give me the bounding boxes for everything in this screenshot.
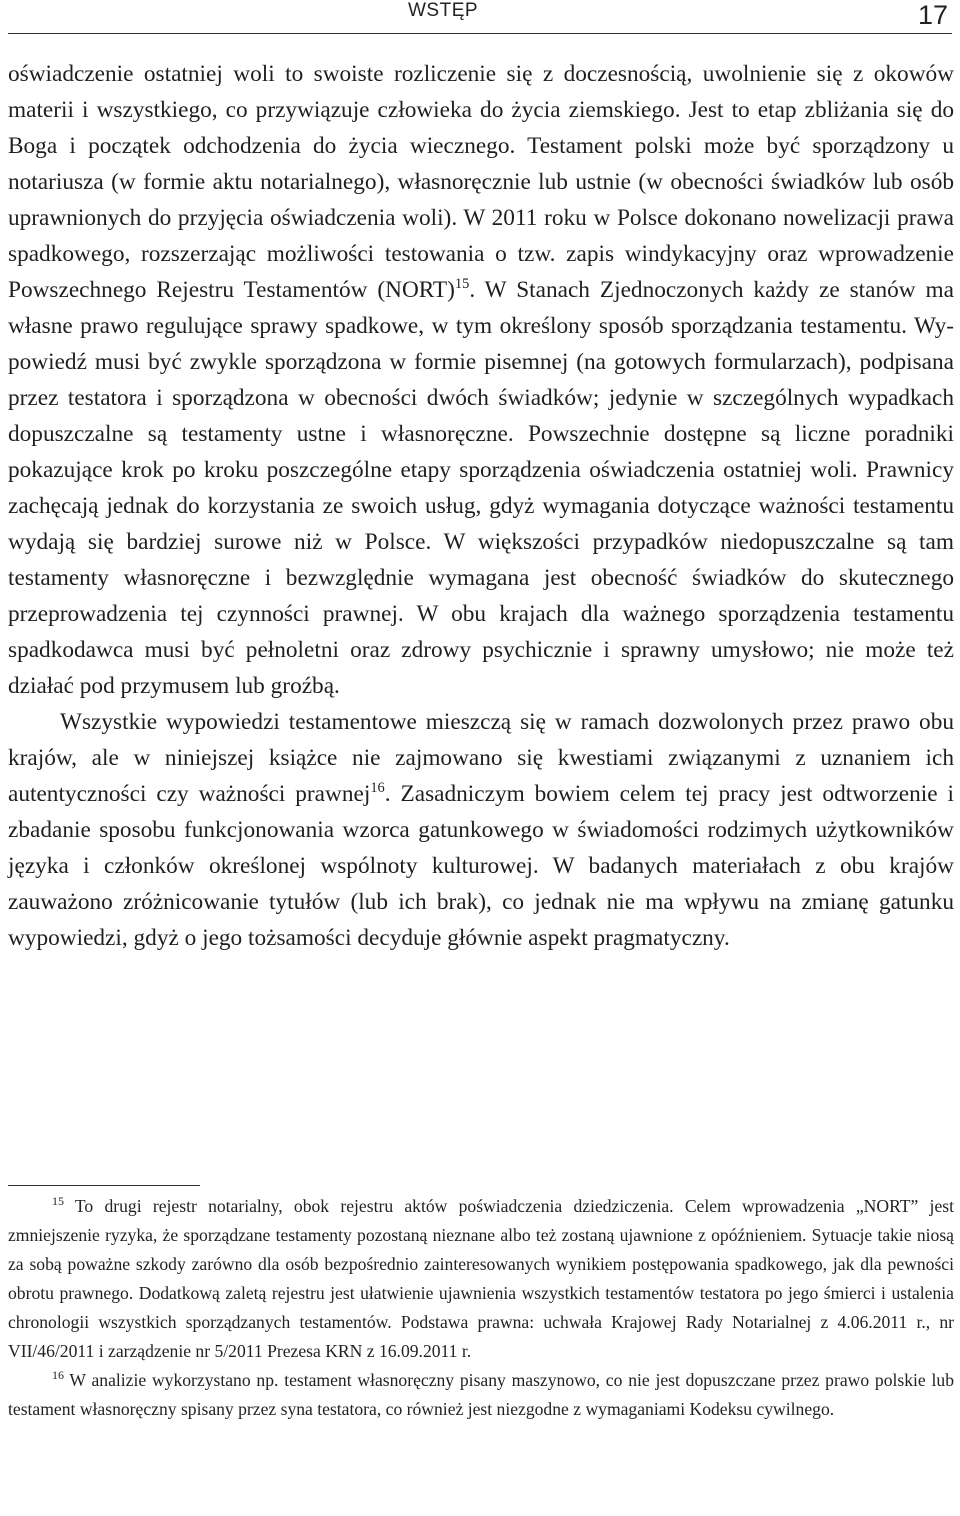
footnote-ref-16[interactable]: 16 [370, 779, 385, 796]
footnotes [8, 1192, 954, 1424]
footnote-16 [8, 1366, 954, 1424]
running-header [0, 0, 960, 36]
main-text [8, 56, 954, 956]
footnote-marker-15: 15 [52, 1193, 64, 1208]
footnote-separator [8, 1185, 200, 1186]
paragraph-2-text-b: . Zasadniczym bowiem celem tej pracy jest odtworzenie i zbadanie sposobu funkcjonowania wzorca gatunkowego w świadomości rodzimych użytkowników języka i członków określonej wspólnoty kulturowej. W badanych materiałach z obu krajów zauważono zróżnicowanie tytułów (lub ich brak), co jednak nie ma wpływu na zmianę gatunku wypowiedzi, gdyż o jego tożsamości decyduje głównie aspekt pragmatyczny. [8, 781, 954, 951]
footnote-marker-16: 16 [52, 1367, 64, 1382]
footnote-15 [8, 1192, 954, 1366]
paragraph-1-text-a: oświadczenie ostatniej woli to swoiste rozliczenie się z doczesnością, uwolnienie się z okowów materii i wszystkiego, co przywiązuje człowieka do życia ziemskiego. Jest to etap zbliżania się do Boga i początek odchodzenia do życia wiecznego. Testament polski może być sporządzony u notariusza (w formie aktu notarialnego), własnoręcznie lub ustnie (w obecności świadków lub osób uprawnionych do przyjęcia oświadczenia woli). W 2011 roku w Polsce dokonano nowelizacji prawa spadkowego, rozszerzając możliwości testowania o tzw. zapis windykacyjny oraz wprowadzenie Powszechnego Rejestru Testamentów (NORT) [8, 61, 954, 303]
header-rule [8, 33, 952, 34]
section-title: WSTĘP [408, 0, 479, 21]
page-number: 17 [917, 0, 948, 30]
paragraph-1-text-b: . W Stanach Zjednoczonych każdy ze stanów ma własne prawo regulujące sprawy spadkowe, w tym określony sposób sporządzania testamentu. Wypowiedź musi być zwykle sporządzona w formie pisemnej (na gotowych formularzach), podpisana przez testatora i sporządzona w obecności dwóch świadków; jedynie w szczególnych wypadkach dopuszczalne są testamenty ustne i własnoręczne. Powszechnie dostępne są liczne poradniki pokazujące krok po kroku poszczególne etapy sporządzenia oświadczenia ostatniej woli. Prawnicy zachęcają jednak do korzystania ze swoich usług, gdyż wymagania dotyczące ważności testamentu wydają się bardziej surowe niż w Polsce. W większości przypadków niedopuszczalne są tam testamenty własnoręczne i bezwzględnie wymagana jest obecność świadków do skutecznego przeprowadzenia tej czynności prawnej. W obu krajach dla ważnego sporządzenia testamentu spadkodawca musi być pełnoletni oraz zdrowy psychicznie i sprawny umysłowo; nie może też działać pod przymusem lub groźbą. [8, 277, 955, 699]
footnote-ref-15[interactable]: 15 [454, 275, 470, 292]
paragraph-2-text-a: Wszystkie wypowiedzi testamentowe mieszczą się w ramach dozwolonych przez prawo obu krajów, ale w niniejszej książce nie zajmowano się kwestiami związanymi z uznaniem ich autentyczności czy ważności prawnej [8, 709, 954, 807]
footnote-16-text: W analizie wykorzystano np. testament własnoręczny pisany maszynowo, co nie jest dopuszczane przez prawo polskie lub testament własnoręczny spisany przez syna testatora, co również jest niezgodne z wymaganiami Kodeksu cywilnego. [8, 1370, 954, 1419]
paragraph-1 [8, 56, 954, 704]
paragraph-2 [8, 704, 954, 956]
footnote-15-text: To drugi rejestr notarialny, obok rejestru aktów poświadczenia dziedziczenia. Celem wprowadzenia „NORT” jest zmniejszenie ryzyka, że sporządzane testamenty pozostaną nieznane albo też zostaną ujawnione z opóźnieniem. Sytuacje takie niosą za sobą poważne szkody zarówno dla osób bezpośrednio zainteresowanych wynikiem postępowania spadkowego, jak dla pewności obrotu prawnego. Dodatkową zaletą rejestru jest ułatwienie ujawnienia wszystkich testamentów testatora po jego śmierci i ustalenia chronologii wszystkich sporządzanych testamentów. Podstawa prawna: uchwała Krajowej Rady Notarialnej z 4.06.2011 r., nr VII/46/2011 i zarządzenie nr 5/2011 Prezesa KRN z 16.09.2011 r. [8, 1196, 954, 1361]
